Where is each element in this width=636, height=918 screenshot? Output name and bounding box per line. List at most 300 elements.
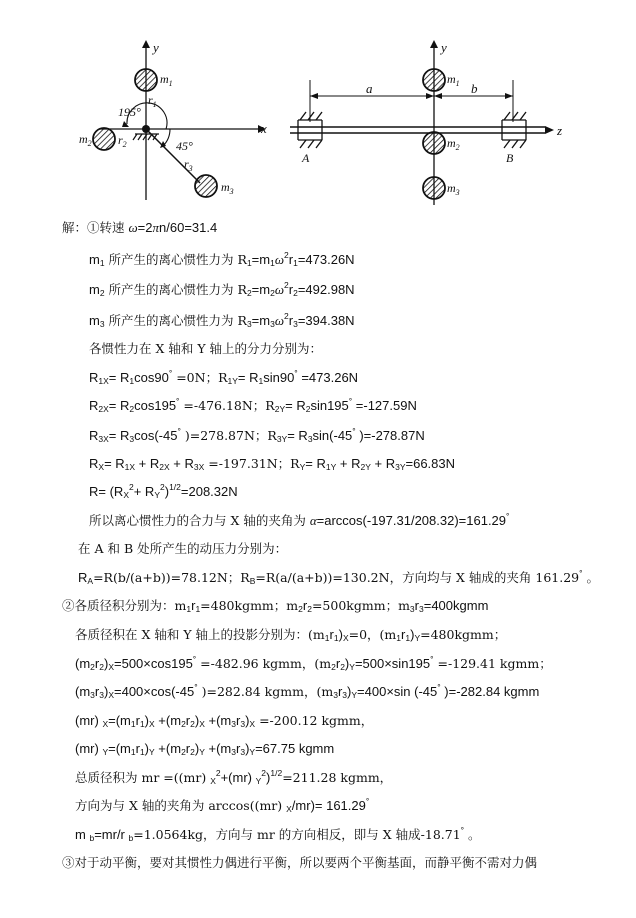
sub: 3Y	[276, 434, 288, 444]
sup: °	[506, 511, 510, 521]
left-mass-m3	[195, 175, 217, 197]
sub: 1	[293, 258, 298, 268]
sub: 2	[129, 404, 135, 414]
sub: 3	[90, 690, 95, 700]
t: + R	[336, 456, 361, 471]
sup: °	[176, 396, 180, 406]
t: )	[103, 656, 109, 671]
t: r	[288, 282, 294, 297]
sub: X	[123, 490, 129, 500]
t: /mr)= 161.29	[291, 798, 366, 813]
sub: 3	[231, 747, 236, 757]
figures-svg	[0, 0, 636, 215]
left-y-label: y	[153, 40, 159, 55]
t: 在 A 和 B 处所产生的动压力分别为：	[78, 541, 288, 556]
sub: 1	[130, 719, 136, 729]
sub: Y	[149, 747, 155, 757]
t: )=282.84 kgmm，(m	[197, 684, 334, 699]
left-r3-arm	[146, 129, 200, 183]
sup: °	[437, 682, 441, 692]
left-y-arrow	[142, 40, 150, 48]
t: =500kgmm；m	[311, 598, 410, 613]
line-1	[62, 220, 217, 236]
omega: ω	[274, 282, 285, 297]
t: )	[245, 741, 250, 756]
right-mass-m2	[423, 132, 445, 154]
sub: 3	[240, 747, 246, 757]
t: r	[135, 713, 140, 728]
t: = R	[287, 428, 308, 443]
t: 各质径积在 X 轴和 Y 轴上的投影分别为：(m	[75, 627, 325, 642]
sup: 2	[284, 250, 289, 260]
left-m3-label: $m_3$	[221, 180, 234, 196]
t: R	[89, 370, 99, 385]
line-16	[75, 656, 552, 672]
t: =(m	[108, 713, 131, 728]
line-8	[89, 428, 425, 444]
line-13	[78, 570, 599, 586]
t: +(mr)	[220, 770, 256, 785]
sub: 1X	[124, 462, 136, 472]
left-mass-m2	[93, 128, 115, 150]
t: =400kgmm	[423, 598, 489, 613]
t: r	[337, 684, 343, 699]
sub: X	[249, 719, 256, 729]
t: =m	[251, 252, 271, 267]
sup: °	[430, 654, 434, 664]
line-14	[62, 598, 488, 614]
line-10	[89, 484, 238, 500]
right-dim-b: b	[471, 81, 478, 96]
sub: X	[199, 719, 205, 729]
sub: 2	[99, 662, 104, 672]
sub: 2Y	[274, 404, 286, 414]
t: 所产生的离心惯性力为 R	[104, 282, 247, 297]
t: sin(-45	[312, 428, 353, 443]
t: =0N；R	[172, 370, 228, 385]
sub: Y	[351, 690, 358, 700]
line-9	[89, 456, 455, 472]
right-bearing-b-label: B	[506, 151, 514, 165]
t: =500×cos195	[114, 656, 193, 671]
t: =R(a/(a+b))=130.2N，方向均与 X 轴成的夹角 161.29	[255, 570, 580, 585]
sub: 1	[130, 747, 136, 757]
omega: ω	[274, 252, 285, 267]
sup: 2	[215, 768, 221, 778]
t: cos90	[134, 370, 169, 385]
sub: X	[149, 719, 155, 729]
sub: b	[128, 833, 134, 843]
t: r	[236, 713, 241, 728]
t: 所以离心惯性力的合力与 X 轴的夹角为	[89, 513, 310, 528]
sub: Y	[299, 462, 306, 472]
sup: °	[352, 426, 356, 436]
t: (mr)	[75, 713, 103, 728]
dim-arrow-a-right	[426, 93, 434, 99]
t: = R	[237, 370, 259, 385]
t: R	[78, 570, 88, 585]
t: =1.0564kg，方向与 mr 的方向相反，即与 X 轴成-18.71	[133, 827, 461, 842]
sup: 2	[128, 482, 134, 492]
t: =(m	[108, 741, 131, 756]
t: + R	[135, 456, 160, 471]
t: r	[135, 741, 140, 756]
t: =394.38N	[297, 313, 355, 328]
sub: 2	[90, 662, 95, 672]
sub: 3X	[193, 462, 205, 472]
t: sin90	[263, 370, 295, 385]
sub: 2	[190, 747, 195, 757]
sup: 1/2	[270, 768, 283, 778]
t: r	[191, 598, 196, 613]
t: r	[401, 627, 406, 642]
t: r	[94, 684, 100, 699]
left-m1-label: $m_1$	[160, 72, 173, 88]
t: n/60=31.4	[159, 220, 218, 235]
sub: 1	[324, 633, 330, 643]
line-23	[62, 855, 537, 871]
sub: X	[98, 462, 105, 472]
t: m	[89, 282, 100, 297]
t: (mr)	[75, 741, 103, 756]
sup: 2	[284, 311, 289, 321]
t: =m	[251, 313, 271, 328]
sub: X	[108, 662, 114, 672]
t: )	[410, 627, 415, 642]
t: =480kgmm；	[420, 627, 507, 642]
t: =473.26N	[297, 370, 359, 385]
t: =480kgmm；m	[200, 598, 299, 613]
sub: 2	[99, 288, 105, 298]
sub: X	[108, 690, 114, 700]
sub: Y	[249, 747, 256, 757]
sub: 1	[258, 376, 264, 386]
t: =-476.18N；R	[179, 398, 275, 413]
t: =2	[137, 220, 153, 235]
sub: 1	[186, 604, 192, 614]
t: )	[144, 713, 150, 728]
sub: X	[102, 719, 109, 729]
sub: 2	[298, 604, 303, 614]
sub: Y	[102, 747, 109, 757]
line-18	[75, 713, 373, 729]
left-figure	[79, 40, 267, 200]
sub: 2	[270, 288, 275, 298]
sub: 3	[99, 319, 105, 329]
line-3	[89, 282, 355, 298]
t: =-197.31N；R	[204, 456, 300, 471]
t: =473.26N	[297, 252, 355, 267]
sub: 1	[405, 633, 411, 643]
sub: 2	[190, 719, 195, 729]
t: = R	[108, 398, 130, 413]
sub: Y	[255, 776, 262, 786]
right-mass-m1	[423, 69, 445, 91]
t: R= (R	[89, 484, 124, 499]
sub: B	[249, 576, 256, 586]
t: =400×sin (-45	[357, 684, 438, 699]
sub: 1	[195, 604, 201, 614]
right-dim-a: a	[366, 81, 373, 96]
sub: 2	[181, 719, 186, 729]
t: =-127.59N	[352, 398, 417, 413]
t: 。	[582, 570, 600, 585]
t: + R	[370, 456, 396, 471]
sup: °	[168, 368, 173, 378]
right-m2-label: $m_2$	[447, 136, 460, 152]
right-figure	[290, 40, 562, 205]
t: )	[347, 684, 352, 699]
t: )	[164, 484, 170, 499]
sub: X	[210, 776, 216, 786]
t: ②各质径积分别为：m	[62, 598, 187, 613]
t: 所产生的离心惯性力为 R	[104, 252, 247, 267]
t: )=-282.84 kgmm	[440, 684, 540, 699]
t: r	[329, 627, 334, 642]
t: =-482.96 kgmm，(m	[196, 656, 332, 671]
t: =mr/r	[94, 827, 129, 842]
sup: 1/2	[169, 482, 181, 492]
left-r2-label: $r_2$	[118, 133, 127, 149]
t: )	[245, 713, 250, 728]
sub: 3	[342, 690, 348, 700]
sub: 1	[139, 719, 145, 729]
sub: 2	[307, 604, 312, 614]
sub: 3	[231, 719, 236, 729]
t: )	[338, 627, 343, 642]
t: 总质径积为 mr =((mr)	[75, 770, 211, 785]
line-21	[75, 798, 369, 814]
sub: 2X	[98, 404, 109, 414]
sub: Y	[154, 490, 160, 500]
right-z-arrow	[545, 126, 554, 134]
t: (m	[75, 684, 91, 699]
sub: 2Y	[360, 462, 371, 472]
line-5	[89, 341, 322, 357]
t: r	[185, 741, 191, 756]
sub: 1	[396, 633, 402, 643]
t: r	[236, 741, 241, 756]
sub: 3	[129, 434, 135, 444]
pi: π	[152, 220, 160, 235]
sup: 2	[159, 482, 165, 492]
line-12	[78, 541, 287, 557]
left-arc-195-arrow	[122, 121, 129, 127]
t: )	[103, 684, 109, 699]
sub: b	[89, 833, 95, 843]
sub: 1	[99, 258, 105, 268]
t: cos195	[134, 398, 177, 413]
t: =m	[251, 282, 271, 297]
sup: °	[192, 654, 197, 664]
sup: °	[579, 568, 583, 578]
t: r	[288, 252, 294, 267]
bearing-a	[298, 112, 322, 148]
sub: 3	[246, 319, 252, 329]
sup: 2	[284, 280, 289, 290]
sub: 3	[419, 604, 424, 614]
dim-arrow-b-left	[434, 93, 442, 99]
t: =0，(m	[348, 627, 397, 642]
t: = R	[285, 398, 306, 413]
sub: Y	[349, 662, 355, 672]
omega: ω	[274, 313, 285, 328]
t: 。	[464, 827, 481, 842]
t: =67.75 kgmm	[255, 741, 335, 756]
figures	[0, 0, 636, 215]
sub: 3	[409, 604, 415, 614]
sub: 1Y	[227, 376, 238, 386]
right-m1-label: $m_1$	[447, 72, 460, 88]
t: )	[194, 741, 200, 756]
sub: X	[286, 804, 292, 814]
t: r	[185, 713, 191, 728]
dim-arrow-b-right	[505, 93, 513, 99]
sub: 2	[181, 747, 186, 757]
left-hub	[142, 125, 150, 133]
t: )	[194, 713, 200, 728]
t: r	[302, 598, 308, 613]
t: )=278.87N；R	[180, 428, 277, 443]
sub: 2	[305, 404, 311, 414]
t: r	[414, 598, 419, 613]
line-20	[75, 770, 392, 786]
t: )=-278.87N	[355, 428, 425, 443]
line-7	[89, 398, 417, 414]
t: ③对于动平衡，要对其惯性力偶进行平衡，所以要两个平衡基面，而静平衡不需对力偶	[62, 855, 538, 870]
sub: 2X	[159, 462, 170, 472]
t: cos(-45	[134, 428, 178, 443]
sub: 1	[270, 258, 275, 268]
line-2	[89, 252, 355, 268]
t: 方向为与 X 轴的夹角为 arccos((mr)	[75, 798, 287, 813]
line-17	[75, 684, 539, 700]
t: 解：①转速	[62, 220, 129, 235]
omega: ω	[128, 220, 138, 235]
t: = R	[108, 370, 130, 385]
t: = R	[108, 428, 130, 443]
t: =-200.12 kgmm，	[255, 713, 374, 728]
t: )	[266, 770, 271, 785]
sub: 3	[307, 434, 313, 444]
t: = R	[305, 456, 326, 471]
right-mass-m3	[423, 177, 445, 199]
dim-arrow-a-left	[310, 93, 318, 99]
sup: °	[194, 682, 198, 692]
line-22	[75, 827, 481, 843]
right-m3-label: $m_3$	[447, 181, 460, 197]
t: +(m	[204, 741, 232, 756]
right-y-label: y	[441, 40, 447, 55]
bearing-b	[502, 112, 526, 148]
t: =400×cos(-45	[114, 684, 195, 699]
sub: 3	[270, 319, 275, 329]
sub: 2	[340, 662, 345, 672]
t: )	[344, 656, 350, 671]
sub: 3Y	[395, 462, 406, 472]
t: =211.28 kgmm，	[282, 770, 393, 785]
sub: Y	[414, 633, 421, 643]
line-6	[89, 370, 358, 386]
t: =arccos(-197.31/208.32)=161.29	[316, 513, 507, 528]
left-angle-45: 45°	[176, 139, 193, 153]
t: = R	[104, 456, 125, 471]
sub: 1X	[98, 376, 109, 386]
sub: 1	[246, 258, 252, 268]
t: R	[89, 456, 99, 471]
t: +(m	[204, 713, 232, 728]
t: + R	[169, 456, 194, 471]
left-r3-label: $r_3$	[184, 157, 193, 173]
left-r1-label: $r_1$	[148, 93, 157, 109]
t: =R(b/(a+b))=78.12N；R	[93, 570, 250, 585]
left-x-label: x	[261, 121, 267, 136]
sub: 1Y	[325, 462, 337, 472]
sup: °	[177, 426, 181, 436]
t: +(m	[154, 741, 182, 756]
t: r	[94, 656, 100, 671]
t: =-129.41 kgmm；	[433, 656, 552, 671]
t: 各惯性力在 X 轴和 Y 轴上的分力分别为：	[89, 341, 323, 356]
sub: X	[342, 633, 349, 643]
right-y-arrow	[430, 40, 438, 48]
left-m2-label: $m_2$	[79, 132, 92, 148]
line-11	[89, 513, 509, 529]
t: =208.32N	[180, 484, 238, 499]
sup: °	[365, 796, 370, 806]
sub: 3	[333, 690, 338, 700]
t: (m	[75, 656, 91, 671]
t: m	[89, 313, 100, 328]
sub: 2	[293, 288, 298, 298]
sub: 3	[240, 719, 246, 729]
t: R	[89, 428, 99, 443]
t: =66.83N	[405, 456, 456, 471]
sup: °	[348, 396, 353, 406]
line-19	[75, 741, 334, 757]
t: =492.98N	[297, 282, 355, 297]
line-15	[75, 627, 506, 643]
sub: 1	[333, 633, 339, 643]
t: 所产生的离心惯性力为 R	[104, 313, 247, 328]
t: sin195	[310, 398, 349, 413]
t: r	[288, 313, 294, 328]
t: m	[89, 252, 100, 267]
sub: 3X	[98, 434, 109, 444]
sub: Y	[199, 747, 205, 757]
sub: 2	[331, 662, 336, 672]
t: r	[335, 656, 341, 671]
t: )	[144, 741, 150, 756]
sup: °	[294, 368, 298, 378]
t: + R	[133, 484, 155, 499]
sup: 2	[261, 768, 267, 778]
right-z-label: z	[557, 123, 563, 138]
sup: °	[460, 825, 465, 835]
sub: 1	[139, 747, 145, 757]
sub: 3	[99, 690, 104, 700]
t: =500×sin195	[354, 656, 431, 671]
line-4	[89, 313, 355, 329]
sub: 1	[129, 376, 135, 386]
t: m	[75, 827, 90, 842]
t: R	[89, 398, 99, 413]
sub: 3	[293, 319, 298, 329]
t: +(m	[154, 713, 182, 728]
alpha: α	[309, 513, 317, 528]
sub: 2	[246, 288, 252, 298]
sub: A	[87, 576, 94, 586]
